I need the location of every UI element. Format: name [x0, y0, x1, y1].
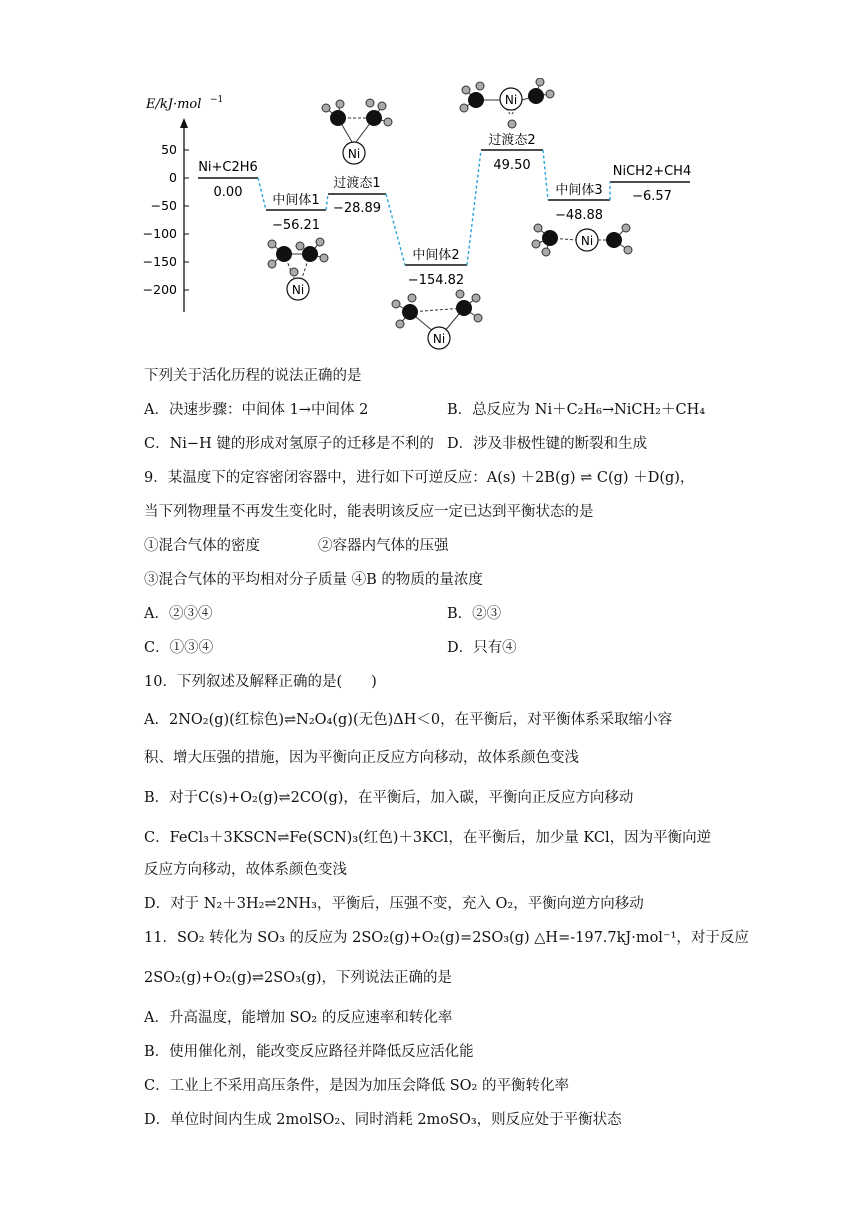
node-value: −154.82	[407, 273, 465, 288]
q10-option-b[interactable]: B．对于C(s)+O₂(g)⇌2CO(g)，在平衡后，加入碳，平衡向正反应方向移动	[144, 790, 634, 806]
node-value: −6.57	[632, 189, 672, 204]
y-tick-label: −100	[142, 226, 177, 241]
q10-stem: 10．下列叙述及解释正确的是( )	[144, 674, 377, 690]
y-axis-title: E/kJ·mol	[146, 97, 202, 112]
q8-option-d[interactable]: D．涉及非极性键的断裂和生成	[447, 436, 648, 452]
node-label: 中间体3	[555, 183, 603, 198]
q10-option-c-line1[interactable]: C．FeCl₃＋3KSCN⇌Fe(SCN)₃(红色)＋3KCl，在平衡后，加少量 KCl，因为平衡向逆	[144, 830, 712, 846]
y-tick-label: −150	[142, 254, 177, 269]
q9-option-c[interactable]: C．①③④	[144, 640, 214, 656]
q11-line2: 2SO₂(g)+O₂(g)⇌2SO₃(g)，下列说法正确的是	[144, 970, 453, 986]
q11-line1: 11．SO₂ 转化为 SO₃ 的反应为 2SO₂(g)+O₂(g)=2SO₃(g) △H=-197.7kJ·mol⁻¹，对于反应	[144, 930, 749, 946]
q10-option-a-line2: 积、增大压强的措施，因为平衡向正反应方向移动，故体系颜色变浅	[144, 750, 579, 766]
node-label: 过渡态2	[488, 133, 536, 148]
molecule-ts2	[460, 78, 554, 128]
node-label: 中间体2	[412, 248, 460, 263]
svg-text:Ni: Ni	[504, 93, 518, 107]
molecule-ts1	[322, 99, 392, 164]
q8-option-c[interactable]: C．Ni−H 键的形成对氢原子的迁移是不利的	[144, 436, 434, 452]
node-value: −56.21	[271, 218, 321, 233]
node-value: −28.89	[332, 201, 382, 216]
y-tick-label: 50	[161, 142, 177, 157]
q9-line3: ①混合气体的密度 ②容器内气体的压强	[144, 538, 449, 554]
q11-option-c[interactable]: C．工业上不采用高压条件，是因为加压会降低 SO₂ 的平衡转化率	[144, 1078, 569, 1094]
q10-option-d[interactable]: D．对于 N₂＋3H₂⇌2NH₃，平衡后，压强不变，充入 O₂，平衡向逆方向移动	[144, 896, 644, 912]
q9-option-d[interactable]: D．只有④	[447, 640, 517, 656]
q8-stem: 下列关于活化历程的说法正确的是	[144, 368, 362, 384]
energy-profile-diagram	[130, 78, 710, 358]
q9-line1: 9．某温度下的定容密闭容器中，进行如下可逆反应：A(s) ＋2B(g) ⇌ C(g) ＋D(g)，	[144, 470, 695, 486]
node-label: 中间体1	[272, 193, 320, 208]
y-axis-title-exponent: −1	[210, 95, 224, 105]
q9-option-a[interactable]: A．②③④	[144, 606, 213, 622]
q10-option-a-line1[interactable]: A．2NO₂(g)(红棕色)⇌N₂O₄(g)(无色)ΔH＜0，在平衡后，对平衡体系采取缩小容	[144, 712, 673, 728]
q9-line2: 当下列物理量不再发生变化时，能表明该反应一定已达到平衡状态的是	[144, 504, 594, 520]
node-value: −48.88	[554, 208, 604, 223]
q11-option-a[interactable]: A．升高温度，能增加 SO₂ 的反应速率和转化率	[144, 1010, 453, 1026]
molecule-int3	[532, 224, 632, 256]
q10-option-c-line2: 反应方向移动，故体系颜色变浅	[144, 862, 347, 878]
node-value: 49.50	[493, 158, 531, 173]
q11-option-b[interactable]: B．使用催化剂，能改变反应路径并降低反应活化能	[144, 1044, 474, 1060]
q11-option-d[interactable]: D．单位时间内生成 2molSO₂、同时消耗 2moSO₃，则反应处于平衡状态	[144, 1112, 622, 1128]
node-value: 0.00	[213, 185, 243, 200]
svg-text:Ni: Ni	[580, 234, 594, 248]
y-tick-label: −200	[142, 282, 177, 297]
node-label: NiCH2+CH4	[612, 164, 692, 179]
node-label: Ni+C2H6	[198, 160, 258, 175]
y-tick-label: −50	[150, 198, 177, 213]
y-tick-label: 0	[169, 170, 177, 185]
svg-text:Ni: Ni	[291, 283, 305, 297]
molecule-int2	[392, 290, 482, 349]
svg-text:Ni: Ni	[347, 147, 361, 161]
q8-option-b[interactable]: B．总反应为 Ni＋C₂H₆→NiCH₂＋CH₄	[447, 402, 706, 418]
y-ticks	[143, 142, 189, 297]
q8-option-a[interactable]: A．决速步骤：中间体 1→中间体 2	[144, 402, 369, 418]
molecule-int1	[268, 238, 328, 300]
node-label: 过渡态1	[333, 176, 381, 191]
q9-line4: ③混合气体的平均相对分子质量 ④B 的物质的量浓度	[144, 572, 483, 588]
q9-option-b[interactable]: B．②③	[447, 606, 502, 622]
svg-text:Ni: Ni	[432, 332, 446, 346]
y-axis-arrow	[180, 118, 188, 128]
